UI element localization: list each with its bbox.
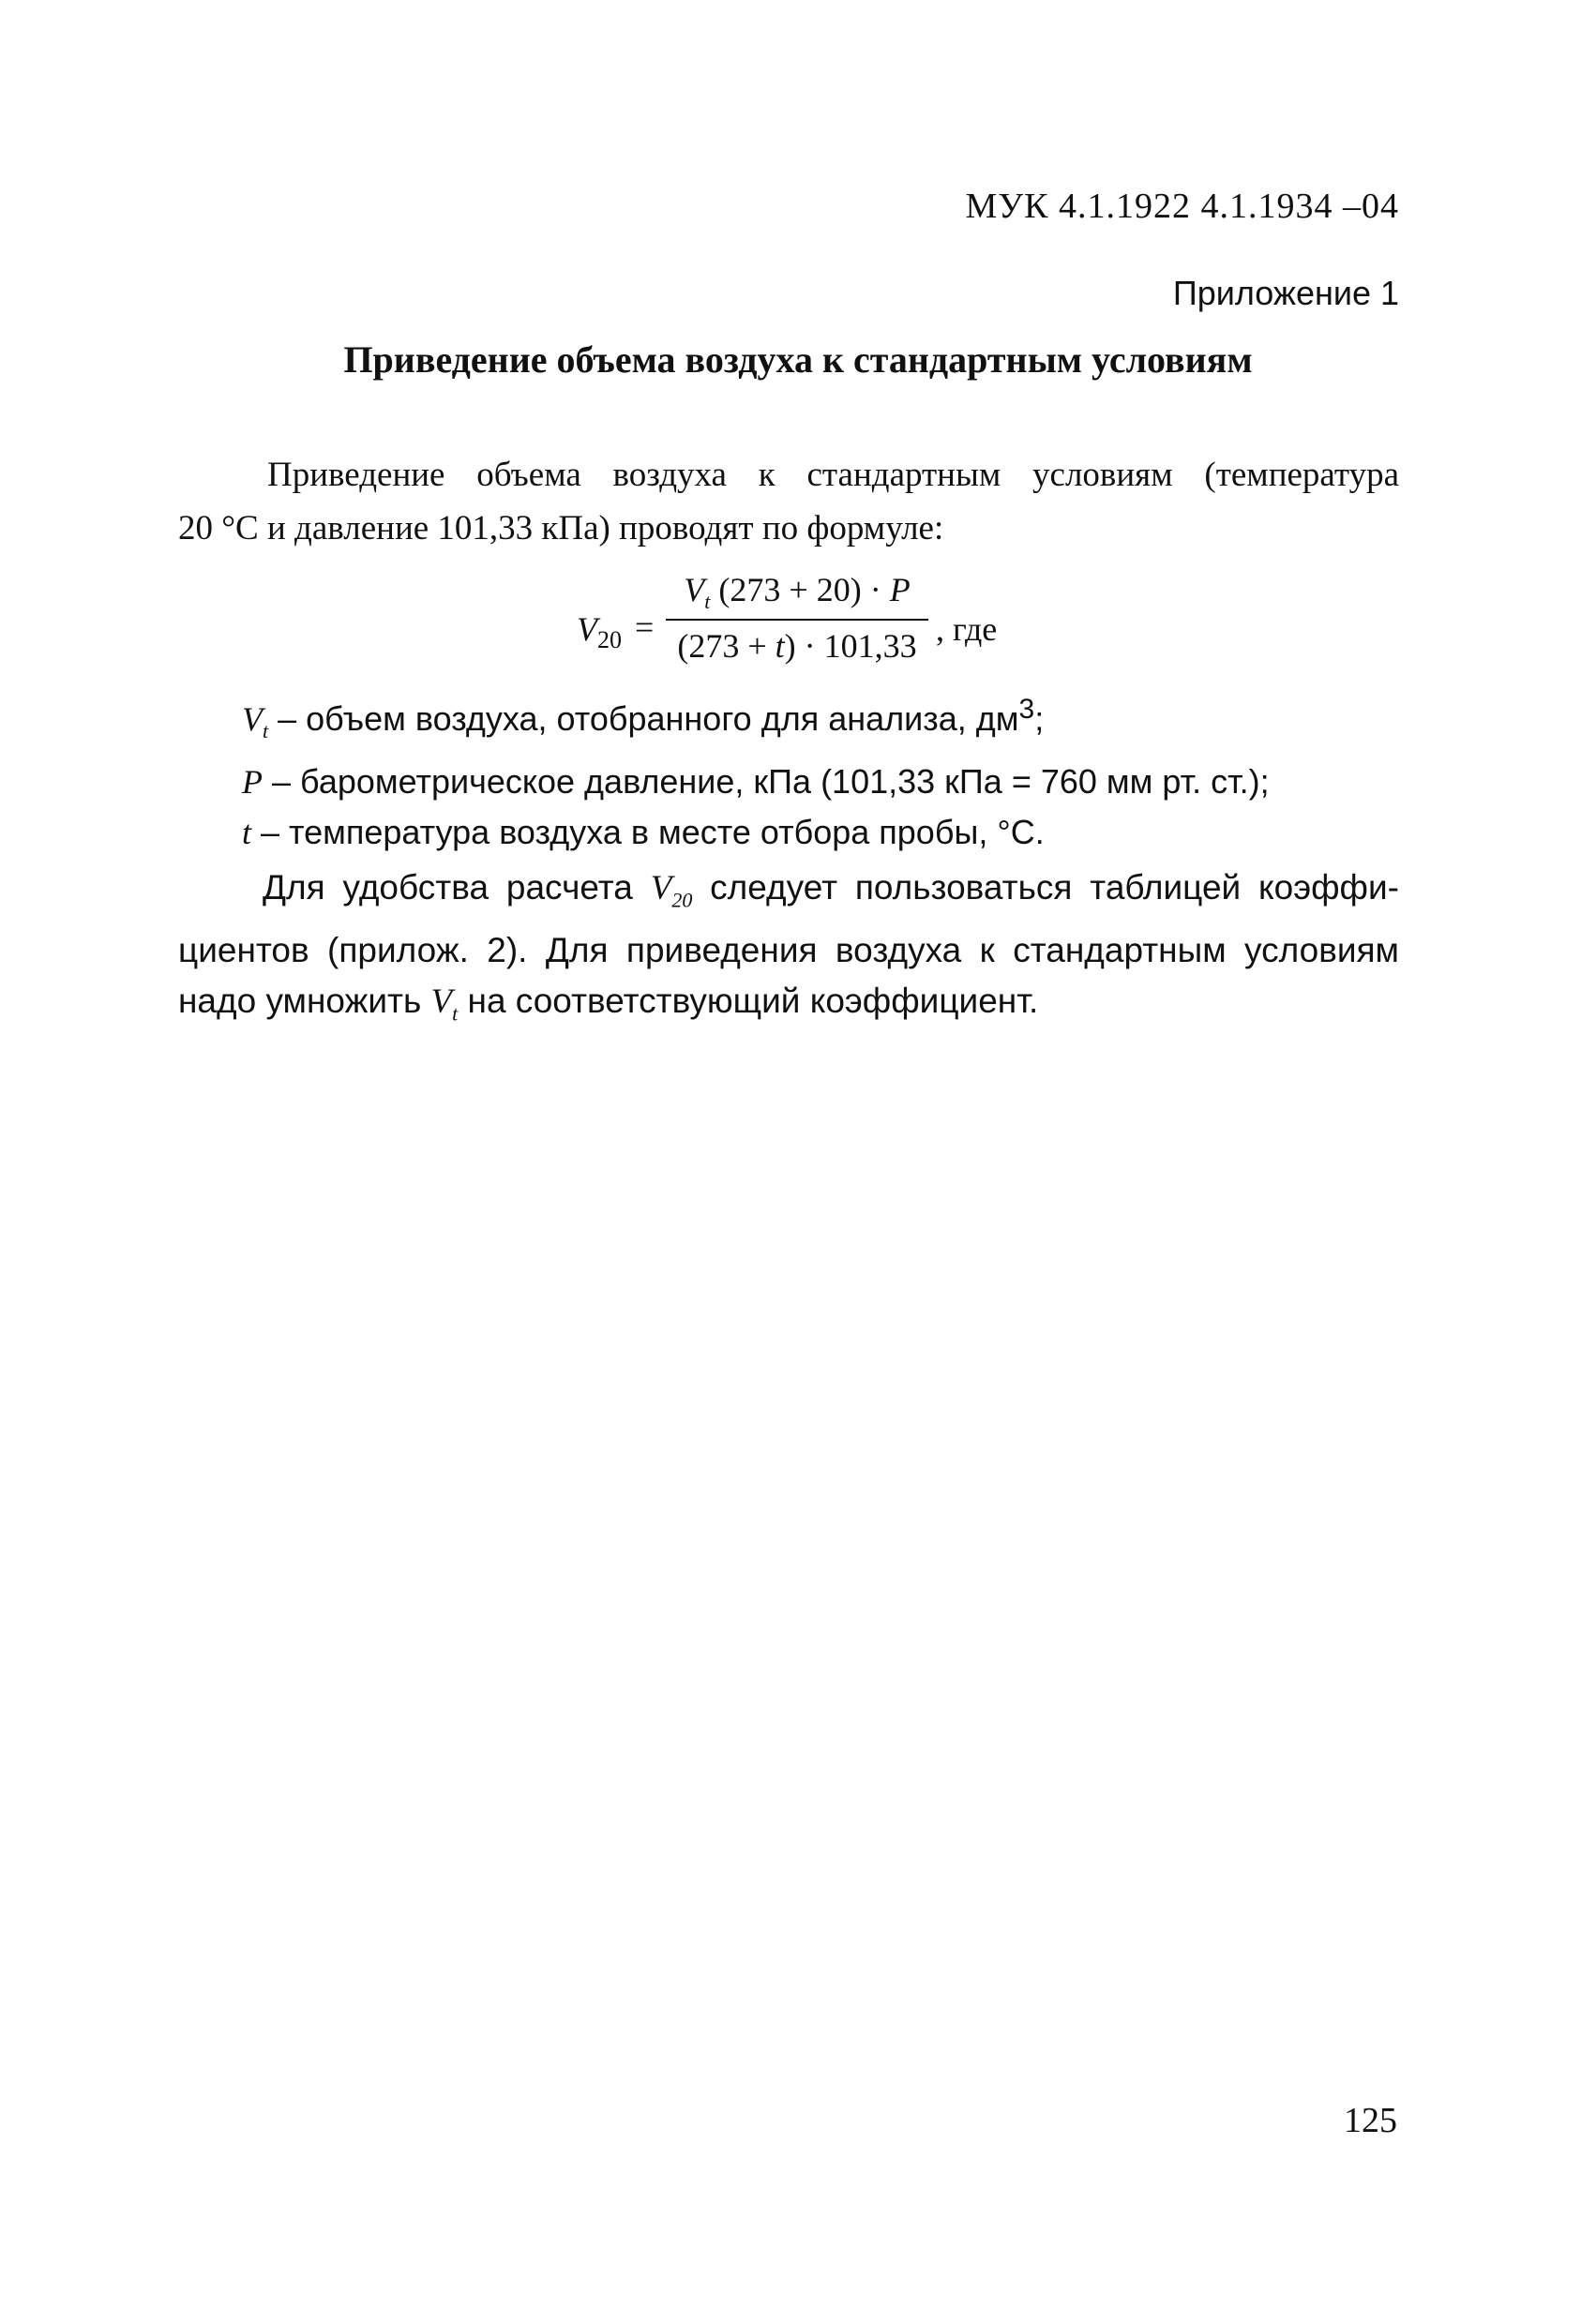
page-title: Приведение объема воздуха к стандартным условиям <box>343 338 1253 381</box>
document-code: МУК 4.1.1922 4.1.1934 –04 <box>965 187 1399 226</box>
formula-num-symbol: V <box>684 571 705 608</box>
fraction-bar <box>666 619 928 621</box>
conclusion-line-2: циентов (прилож. 2). Для приведения воздуха к стандартным условиям <box>178 931 1399 970</box>
formula-lhs-symbol: V <box>577 610 597 648</box>
formula-lhs-subscript: 20 <box>597 626 622 654</box>
page-number: 125 <box>1344 2101 1397 2140</box>
formula-tail: , где <box>936 610 998 648</box>
conclusion-text: на соответствующий коэффициент. <box>458 982 1039 1021</box>
definitions-list <box>242 684 1270 858</box>
formula-den-open: (273 + <box>677 627 775 665</box>
intro-line-2: 20 °С и давление 101,33 кПа) проводят по формуле: <box>178 509 944 547</box>
formula-lhs <box>577 609 622 654</box>
definition-p <box>242 757 1270 807</box>
formula-den-rest: ) · 101,33 <box>784 627 917 665</box>
conclusion-text: следует пользоваться таблицей коэффи- <box>692 868 1399 907</box>
conclusion-subscript: t <box>452 1001 459 1026</box>
definition-t <box>242 807 1270 858</box>
definition-sup: 3 <box>1018 694 1035 725</box>
conclusion-subscript: 20 <box>671 888 693 912</box>
formula-num-expr: (273 + 20) · <box>710 571 890 608</box>
formula-numerator <box>666 570 928 614</box>
definition-end: ; <box>1034 699 1045 738</box>
definition-subscript: t <box>263 719 269 743</box>
formula-den-t: t <box>775 627 785 665</box>
definition-symbol: t <box>242 814 252 852</box>
conclusion-line-1 <box>178 862 1399 925</box>
conclusion-paragraph <box>178 862 1399 1040</box>
conclusion-text: Для удобства расчета <box>263 868 651 907</box>
formula-denominator <box>666 626 928 666</box>
conclusion-line-3 <box>178 976 1399 1039</box>
appendix-label: Приложение 1 <box>1172 274 1399 312</box>
definition-vt <box>242 684 1270 757</box>
definition-symbol: P <box>242 763 263 802</box>
definition-text: – объем воздуха, отобранного для анализа, дм <box>268 699 1019 738</box>
conclusion-text: надо умножить <box>178 982 431 1021</box>
formula-equals: = <box>635 608 655 646</box>
formula-num-p: P <box>889 571 911 608</box>
intro-line-1: Приведение объема воздуха к стандартным условиям (температура <box>267 456 1399 494</box>
definition-text: – температура воздуха в месте отбора пробы, °С. <box>251 813 1045 852</box>
definition-symbol: V <box>242 700 263 738</box>
formula <box>577 570 1064 682</box>
formula-num-subscript: t <box>704 590 711 614</box>
intro-paragraph <box>178 448 1399 555</box>
definition-text: – барометрическое давление, кПа (101,33 кПа = 760 мм рт. ст.); <box>263 762 1270 802</box>
conclusion-symbol: V <box>650 869 672 907</box>
conclusion-symbol: V <box>430 982 453 1022</box>
